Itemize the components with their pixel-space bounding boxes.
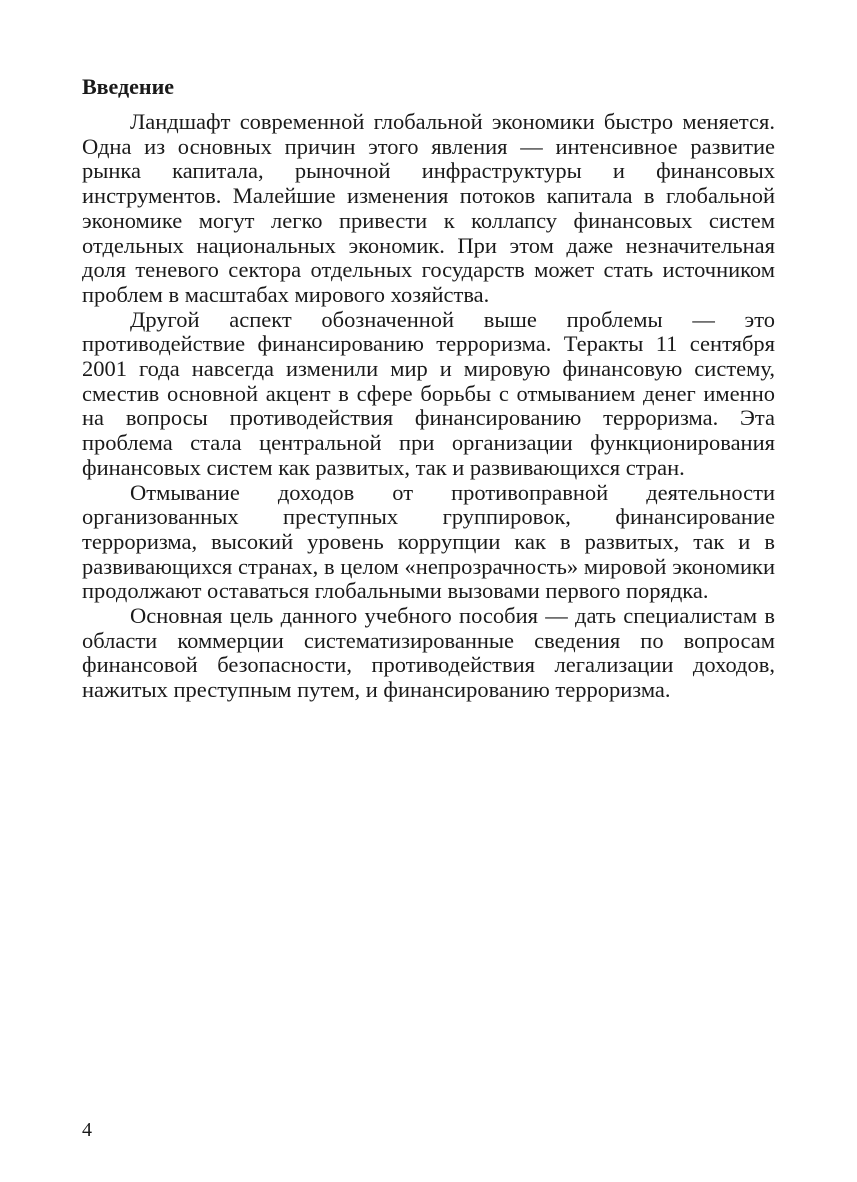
page-content [82,72,775,703]
page-number: 4 [82,1119,92,1141]
section-heading: Введение [82,74,175,99]
paragraph-purpose: Основная цель данного учебного пособия — дать специалистам в области коммерции систематизированные сведения по вопросам финансовой безопасности, противодействия легализации доходов, нажитых преступным путем, и финансированию терроризма. [82,603,775,703]
paragraph-landscape: Ландшафт современной глобальной экономики быстро меняется. Одна из основных причин этого явления — интенсивное развитие рынка капитала, рыночной инфраструктуры и финансовых инструментов. Малейшие изменения потоков капитала в глобальной экономике могут легко привести к коллапсу финансовых систем отдельных национальных экономик. При этом даже незначительная доля теневого сектора отдельных государств может стать источником проблем в масштабах мирового хозяйства. [82,109,775,307]
paragraph-money-laundering: Отмывание доходов от противоправной деятельности организованных преступных группировок, финансирование терроризма, высокий уровень коррупции как в развитых, так и в развивающихся странах, в целом «непрозрачность» мировой экономики продолжают оставаться глобальными вызовами первого порядка. [82,479,775,604]
paragraph-terrorism-financing: Другой аспект обозначенной выше проблемы — это противодействие финансированию терроризма. Теракты 11 сентября 2001 года навсегда изменили мир и мировую финансовую систему, сместив основной акцент в сфере борьбы с отмыванием денег именно на вопросы противодействия финансированию терроризма. Эта проблема стала центральной при организации функционирования финансовых систем как развитых, так и развивающихся стран. [82,306,775,480]
